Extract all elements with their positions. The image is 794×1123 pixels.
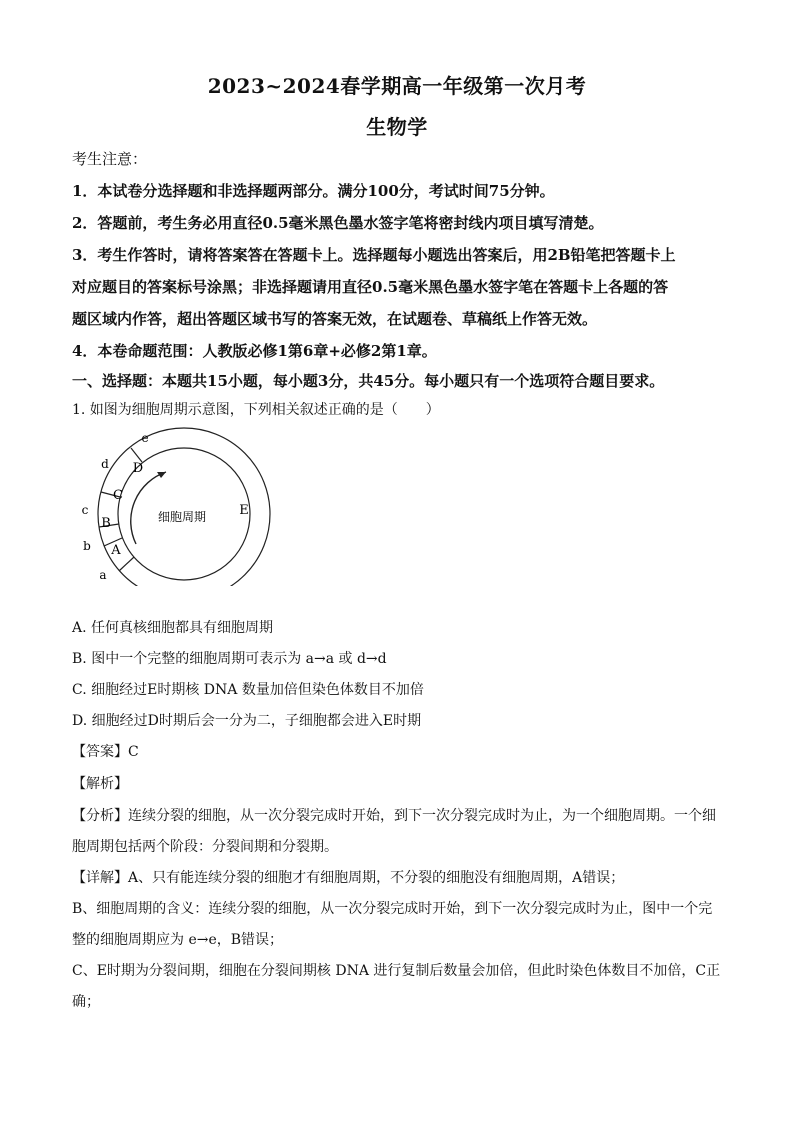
- analysis-line-5: 整的细胞周期应为 e→e，B错误；: [72, 932, 284, 948]
- exam-title: 2023~2024春学期高一年级第一次月考: [207, 74, 587, 98]
- cycle-arrow: [131, 472, 166, 544]
- notice-heading: 考生注意：: [72, 150, 148, 168]
- option-B: B. 图中一个完整的细胞周期可表示为 a→a 或 d→d: [72, 651, 387, 667]
- point-b: b: [83, 539, 91, 553]
- point-c: c: [81, 503, 89, 517]
- point-e: e: [141, 431, 149, 445]
- segment-D: D: [132, 461, 144, 476]
- segment-E: E: [239, 503, 249, 518]
- notice-item-4: 4．本卷命题范围：人教版必修1第6章+必修2第1章。: [72, 342, 437, 360]
- notice-item-2: 2．答题前，考生务必用直径0.5毫米黑色墨水签字笔将密封线内项目填写清楚。: [72, 214, 604, 232]
- point-d: d: [101, 457, 109, 471]
- notice-item-1: 1．本试卷分选择题和非选择题两部分。满分100分，考试时间75分钟。: [72, 182, 555, 200]
- option-A: A. 任何真核细胞都具有细胞周期: [72, 620, 274, 636]
- segment-C: C: [113, 488, 123, 503]
- analysis-line-2: 胞周期包括两个阶段：分裂间期和分裂期。: [72, 839, 338, 855]
- cell-cycle-diagram: [74, 426, 274, 586]
- analysis-line-1: 【分析】连续分裂的细胞，从一次分裂完成时开始，到下一次分裂完成时为止，为一个细胞周期。一个细: [72, 808, 716, 824]
- notice-item-3: 3．考生作答时，请将答案答在答题卡上。选择题每小题选出答案后，用2B铅笔把答题卡上: [72, 246, 676, 264]
- analysis-heading: 【解析】: [72, 776, 128, 792]
- analysis-line-7: 确；: [72, 994, 100, 1010]
- notice-item-3-cont2: 题区域内作答，超出答题区域书写的答案无效，在试题卷、草稿纸上作答无效。: [72, 310, 598, 328]
- point-a: a: [99, 568, 107, 582]
- analysis-line-6: C、E时期为分裂间期，细胞在分裂间期核 DNA 进行复制后数量会加倍，但此时染色体数目不加倍，C正: [72, 963, 721, 979]
- segment-B: B: [101, 516, 111, 531]
- option-D: D. 细胞经过D时期后会一分为二，子细胞都会进入E时期: [72, 713, 422, 729]
- segment-A: A: [111, 543, 121, 558]
- boundary-a: [119, 557, 134, 571]
- analysis-line-4: B、细胞周期的含义：连续分裂的细胞，从一次分裂完成时开始，到下一次分裂完成时为止，图中一个完: [72, 901, 713, 917]
- section-heading: 一、选择题：本题共15小题，每小题3分，共45分。每小题只有一个选项符合题目要求。: [72, 372, 665, 390]
- notice-item-3-cont: 对应题目的答案标号涂黑；非选择题请用直径0.5毫米黑色墨水签字笔在答题卡上各题的答: [72, 278, 669, 296]
- question-1-stem: 1. 如图为细胞周期示意图，下列相关叙述正确的是（ ）: [72, 402, 440, 418]
- analysis-line-3: 【详解】A、只有能连续分裂的细胞才有细胞周期，不分裂的细胞没有细胞周期，A错误；: [72, 870, 625, 886]
- boundary-e: [131, 448, 142, 462]
- cycle-center-label: 细胞周期: [157, 510, 207, 524]
- subject-title: 生物学: [366, 115, 428, 139]
- answer-label: 【答案】C: [72, 744, 139, 760]
- option-C: C. 细胞经过E时期核 DNA 数量加倍但染色体数目不加倍: [72, 682, 424, 698]
